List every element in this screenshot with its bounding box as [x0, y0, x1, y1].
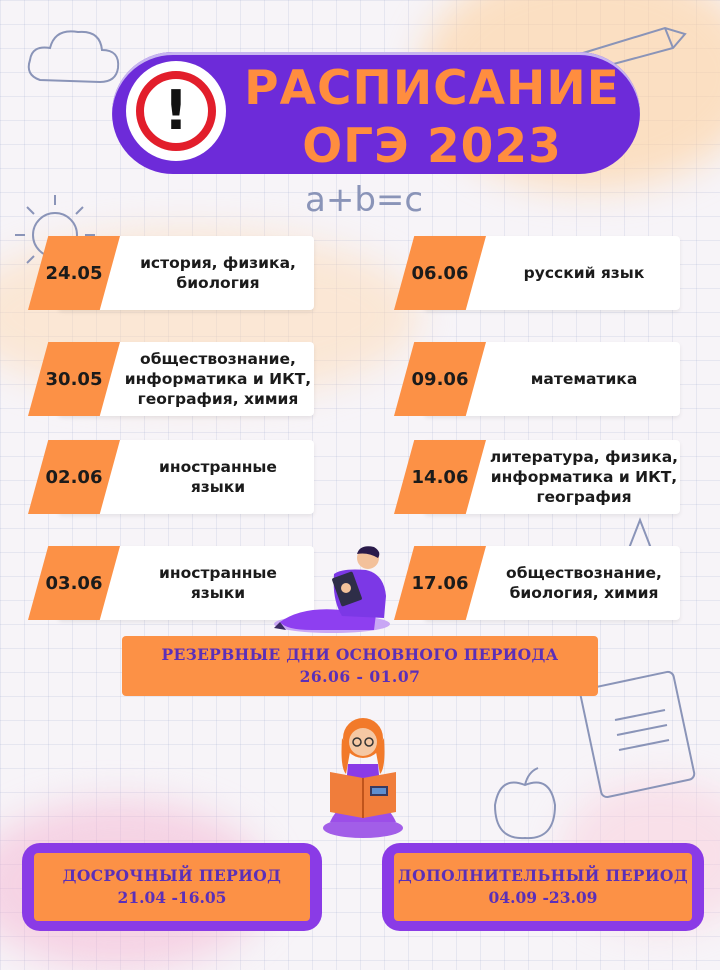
exam-card-left-3: [28, 440, 314, 514]
exam-subjects: обществознание, биология, химия: [506, 564, 662, 602]
exam-card-right-3: [394, 440, 680, 514]
reserve-days-dates: 26.06 - 01.07: [299, 667, 421, 686]
early-period-card: [22, 843, 322, 931]
early-period-dates: 21.04 -16.05: [117, 888, 227, 907]
additional-period-label: ДОПОЛНИТЕЛЬНЫЙ ПЕРИОД: [397, 866, 688, 885]
exam-date: 02.06: [45, 466, 103, 488]
exam-date: 17.06: [411, 572, 469, 594]
doodle-cloud: [20, 20, 130, 100]
exam-subjects: математика: [530, 370, 638, 388]
additional-period-dates: 04.09 -23.09: [488, 888, 598, 907]
exam-subjects: обществознание, информатика и ИКТ, география, химия: [124, 350, 312, 408]
exam-subjects: русский язык: [523, 264, 645, 282]
boy-with-tablet-illustration: [272, 544, 402, 636]
girl-reading-book-illustration: [320, 712, 406, 840]
exam-subjects: литература, физика, информатика и ИКТ, география: [489, 448, 679, 506]
exam-card-left-1: [28, 236, 314, 310]
exam-date: 03.06: [45, 572, 103, 594]
additional-period-card: [382, 843, 704, 931]
doodle-formula: a+b=c: [305, 180, 424, 220]
doodle-apple: [480, 760, 570, 850]
reserve-days-label: РЕЗЕРВНЫЕ ДНИ ОСНОВНОГО ПЕРИОДА: [161, 645, 559, 664]
exam-subjects: история, физика, биология: [140, 254, 296, 292]
warning-icon: !: [136, 71, 216, 151]
exam-card-right-4: [394, 546, 680, 620]
warning-badge: [126, 61, 226, 161]
exam-date: 30.05: [45, 368, 103, 390]
exam-date: 24.05: [45, 262, 103, 284]
exam-date: 06.06: [411, 262, 469, 284]
page-title: [226, 60, 638, 176]
exam-date: 09.06: [411, 368, 469, 390]
title-line-1: РАСПИСАНИЕ: [244, 61, 620, 116]
early-period-label: ДОСРОЧНЫЙ ПЕРИОД: [62, 866, 282, 885]
exam-date: 14.06: [411, 466, 469, 488]
exam-subjects: иностранные языки: [159, 458, 277, 496]
exam-subjects: иностранные языки: [159, 564, 277, 602]
exam-card-left-2: [28, 342, 314, 416]
reserve-days-banner: [122, 636, 598, 696]
title-line-2: ОГЭ 2023: [302, 119, 562, 174]
exam-card-right-2: [394, 342, 680, 416]
exam-card-right-1: [394, 236, 680, 310]
